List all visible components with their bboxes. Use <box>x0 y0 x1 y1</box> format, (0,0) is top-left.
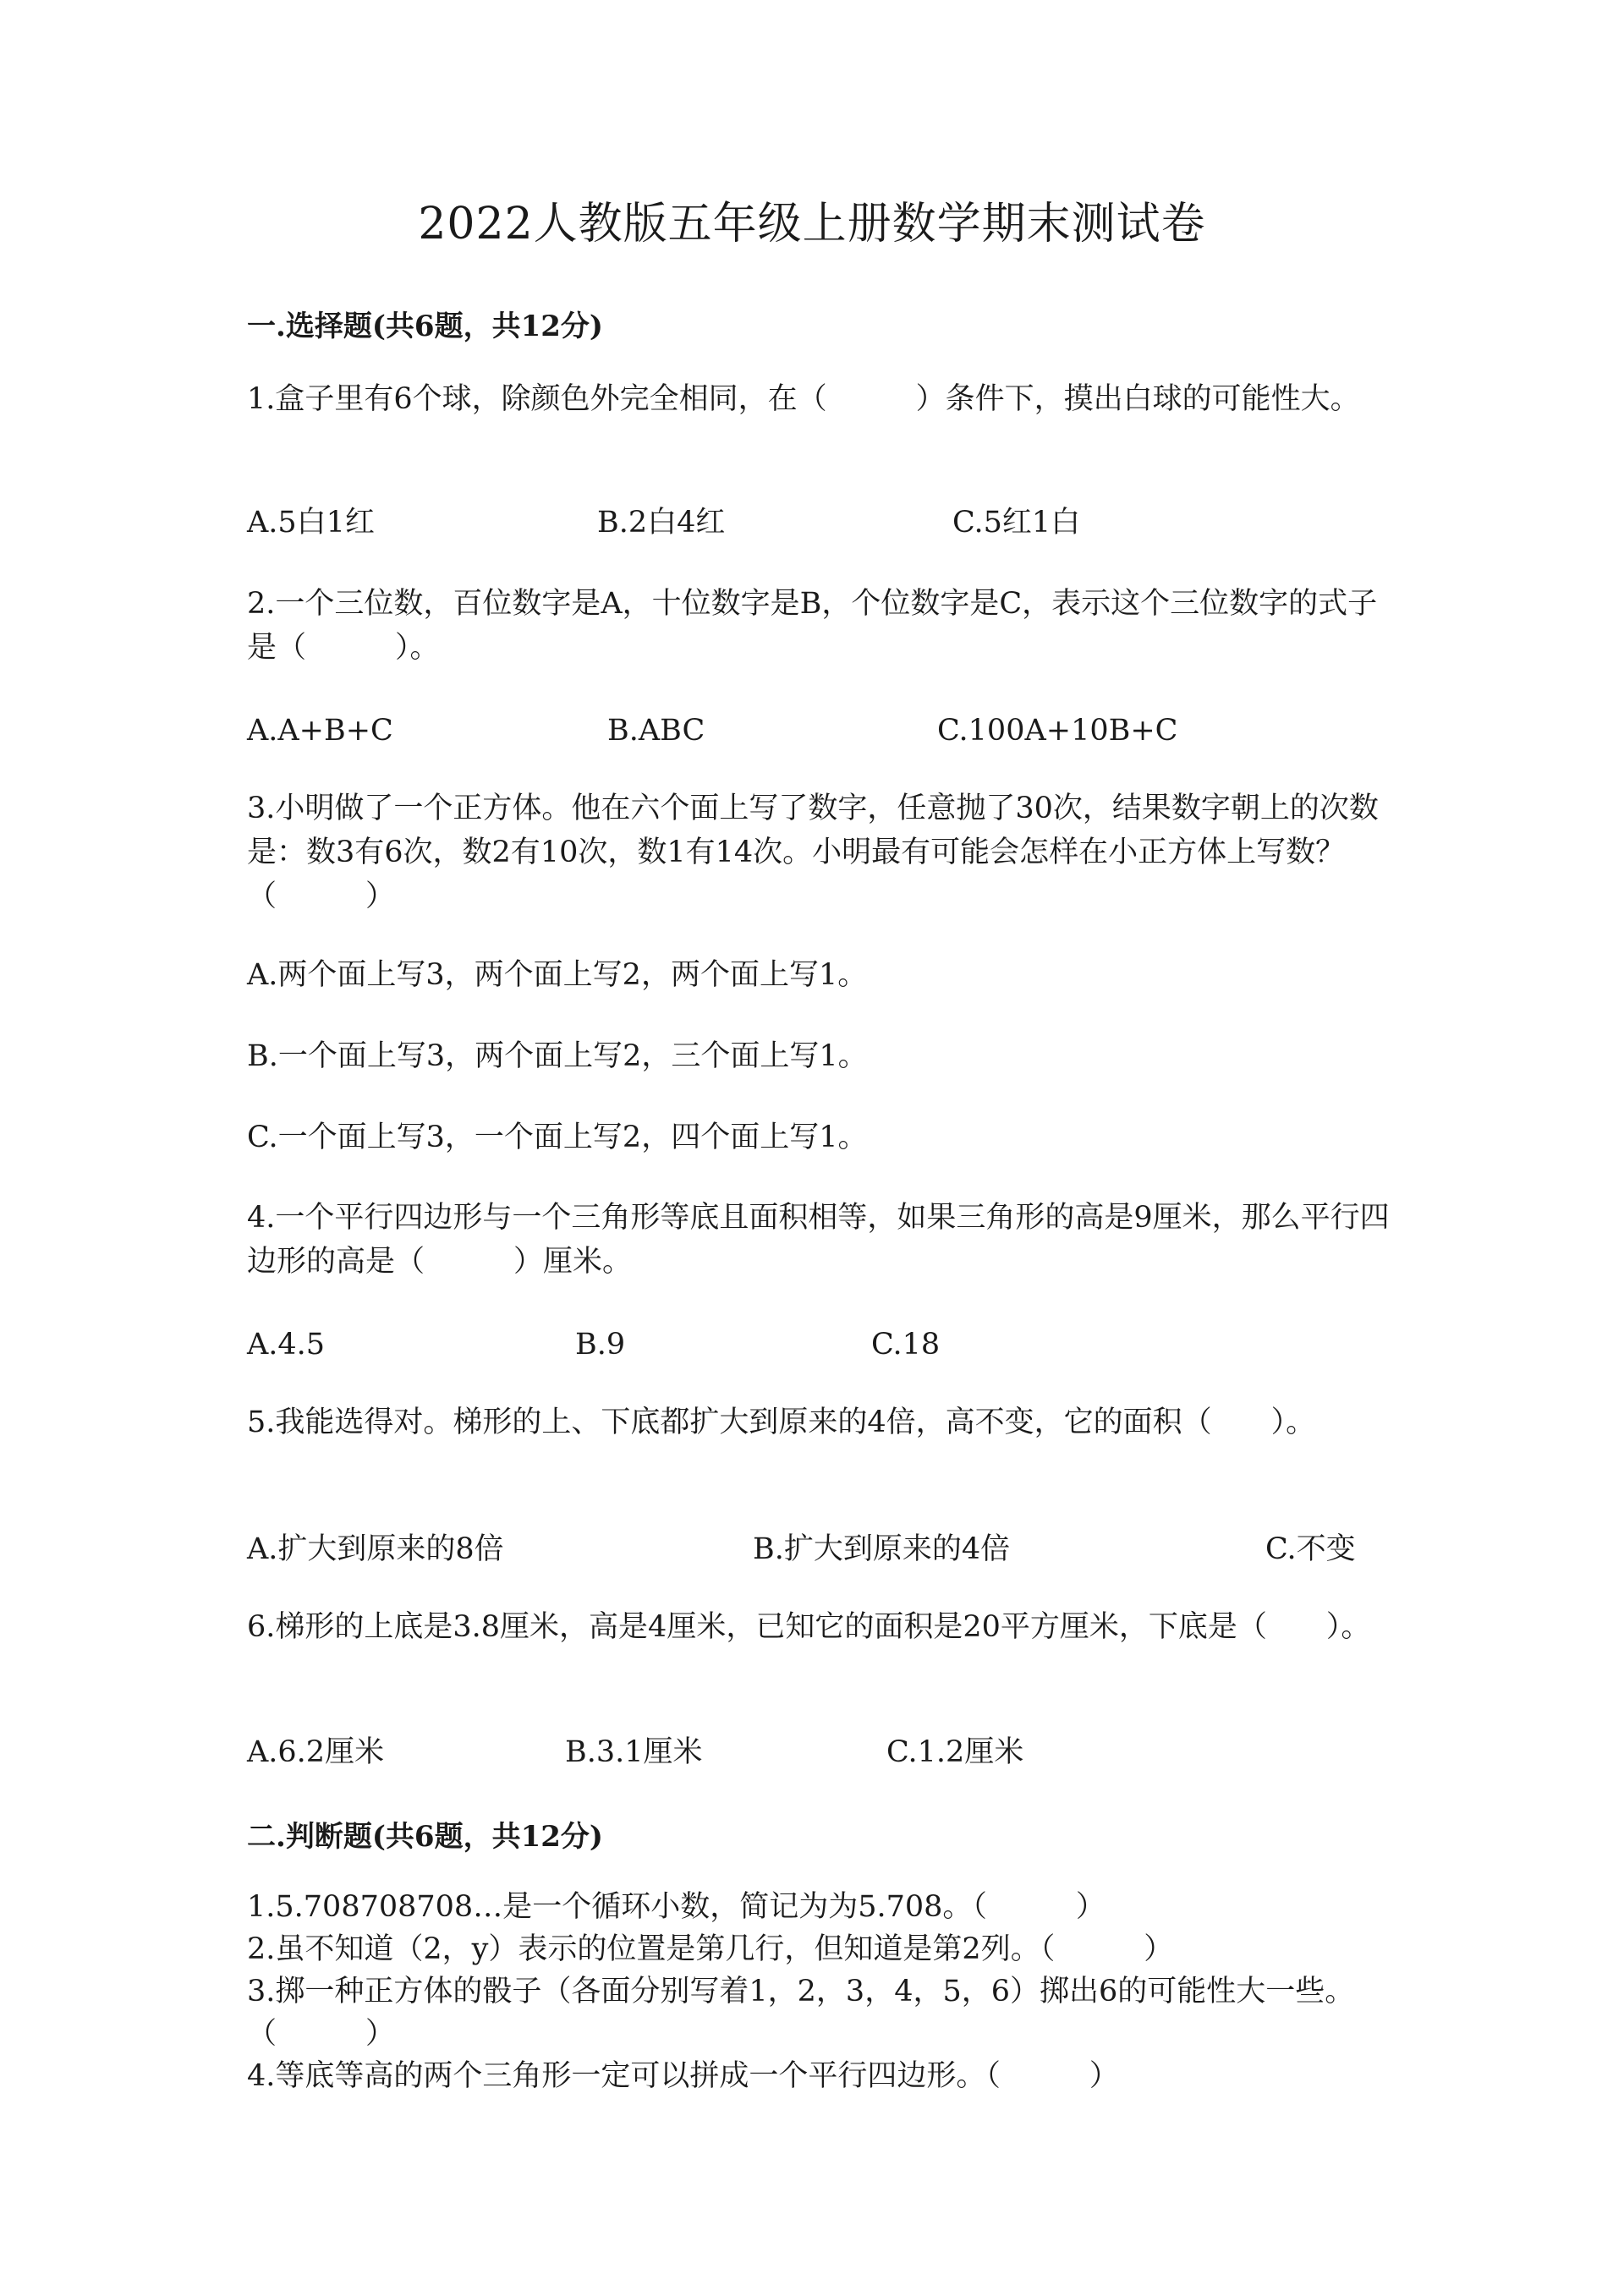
option-b: B.9 <box>575 1328 626 1362</box>
option-a: A.4.5 <box>247 1328 326 1362</box>
option-row <box>0 1323 1624 1367</box>
option-c: C.100A+10B+C <box>937 714 1178 748</box>
option-b: B.ABC <box>607 714 705 748</box>
option-c: C.5红1白 <box>952 506 1081 540</box>
option-a: A.两个面上写3，两个面上写2，两个面上写1。 <box>247 958 868 992</box>
option-b: B.3.1厘米 <box>565 1735 703 1769</box>
option-c: C.1.2厘米 <box>886 1735 1024 1769</box>
option-row <box>0 501 1624 545</box>
option-row <box>0 709 1624 753</box>
option-row <box>0 1527 1624 1571</box>
question-stem: 6.梯形的上底是3.8厘米，高是4厘米，已知它的面积是20平方厘米，下底是（ ）。 <box>247 1610 1371 1644</box>
question-stem: 3.小明做了一个正方体。他在六个面上写了数字，任意抛了30次，结果数字朝上的次数是：数3有6次，数2有10次，数1有14次。小明最有可能会怎样在小正方体上写数？（ ） <box>247 792 1379 913</box>
section-heading-choice: 一.选择题(共6题，共12分) <box>247 310 603 343</box>
option-b: B.2白4红 <box>597 506 726 540</box>
question-stem: 1.盒子里有6个球，除颜色外完全相同，在（ ）条件下，摸出白球的可能性大。 <box>247 382 1360 416</box>
judgement-item: 2.虽不知道（2，y）表示的位置是第几行，但知道是第2列。（ ） <box>247 1932 1174 1966</box>
option-a: A.扩大到原来的8倍 <box>247 1532 504 1566</box>
question-stem: 2.一个三位数，百位数字是A，十位数字是B，个位数字是C，表示这个三位数字的式子是（ ）。 <box>247 587 1378 665</box>
option-row <box>0 1730 1624 1774</box>
judgement-item: 3.掷一种正方体的骰子（各面分别写着1，2，3，4，5，6）掷出6的可能性大一些。（ ） <box>247 1975 1355 2051</box>
option-b: B.扩大到原来的4倍 <box>753 1532 1011 1566</box>
option-c: C.不变 <box>1265 1532 1356 1566</box>
option-b: B.一个面上写3，两个面上写2，三个面上写1。 <box>247 1039 868 1073</box>
section-heading-judgement: 二.判断题(共6题，共12分) <box>247 1820 603 1854</box>
option-a: A.6.2厘米 <box>247 1735 385 1769</box>
question-stem: 4.一个平行四边形与一个三角形等底且面积相等，如果三角形的高是9厘米，那么平行四边形的高是（ ）厘米。 <box>247 1201 1390 1279</box>
page-title: 2022人教版五年级上册数学期末测试卷 <box>418 199 1206 249</box>
judgement-item: 1.5.708708708…是一个循环小数，简记为为5.708。（ ） <box>247 1890 1106 1924</box>
option-c: C.一个面上写3，一个面上写2，四个面上写1。 <box>247 1121 868 1154</box>
option-c: C.18 <box>871 1328 941 1362</box>
question-stem: 5.我能选得对。梯形的上、下底都扩大到原来的4倍，高不变，它的面积（ ）。 <box>247 1406 1316 1439</box>
option-a: A.A+B+C <box>247 714 393 748</box>
option-a: A.5白1红 <box>247 506 375 540</box>
judgement-item: 4.等底等高的两个三角形一定可以拼成一个平行四边形。（ ） <box>247 2059 1119 2093</box>
